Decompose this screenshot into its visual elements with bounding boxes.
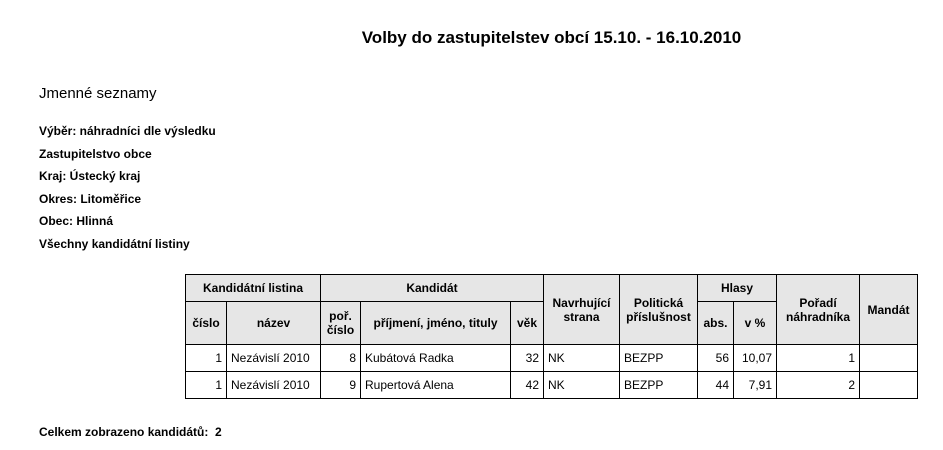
cell-poradi: 1: [777, 345, 860, 372]
header-mandat: Mandát: [860, 275, 918, 345]
header-prislusnost: Politická příslušnost: [620, 275, 698, 345]
table-row: [186, 372, 918, 399]
section-title: Jmenné seznamy: [39, 85, 157, 102]
info-line: Obec: Hlinná: [39, 214, 114, 229]
candidates-table: [185, 274, 918, 399]
cell-strana: NK: [544, 372, 620, 399]
header-cislo: číslo: [186, 302, 227, 345]
header-vek: věk: [511, 302, 544, 345]
header-pct: v %: [734, 302, 777, 345]
header-nazev: název: [227, 302, 321, 345]
header-kandidat: Kandidát: [321, 275, 544, 302]
info-line: Okres: Litoměřice: [39, 191, 142, 206]
cell-prislusnost: BEZPP: [620, 372, 698, 399]
header-strana: Navrhující strana: [544, 275, 620, 345]
page-title: Volby do zastupitelstev obcí 15.10. - 16.10.2010: [361, 28, 742, 47]
cell-pct: 10,07: [734, 345, 777, 372]
header-jmeno: příjmení, jméno, tituly: [361, 302, 511, 345]
cell-pct: 7,91: [734, 372, 777, 399]
header-hlasy: Hlasy: [698, 275, 777, 302]
cell-poradi: 2: [777, 372, 860, 399]
header-abs: abs.: [698, 302, 734, 345]
info-line: Všechny kandidátní listiny: [39, 236, 190, 251]
cell-nazev: Nezávislí 2010: [227, 372, 321, 399]
cell-abs: 56: [698, 345, 734, 372]
cell-abs: 44: [698, 372, 734, 399]
filter-info: [39, 120, 216, 256]
cell-jmeno: Kubátová Radka: [361, 345, 511, 372]
cell-vek: 42: [511, 372, 544, 399]
table-row: [186, 345, 918, 372]
cell-cislo: 1: [186, 372, 227, 399]
cell-por: 9: [321, 372, 361, 399]
cell-por: 8: [321, 345, 361, 372]
info-line: Výběr: náhradníci dle výsledku: [39, 124, 216, 138]
cell-prislusnost: BEZPP: [620, 345, 698, 372]
total-count: Celkem zobrazeno kandidátů: 2: [39, 425, 222, 439]
info-line: Kraj: Ústecký kraj: [39, 169, 141, 184]
cell-cislo: 1: [186, 345, 227, 372]
cell-strana: NK: [544, 345, 620, 372]
header-poradi: Pořadí náhradníka: [777, 275, 860, 345]
info-line: Zastupitelstvo obce: [39, 146, 152, 161]
cell-mandat: [860, 372, 918, 399]
cell-nazev: Nezávislí 2010: [227, 345, 321, 372]
cell-mandat: [860, 345, 918, 372]
header-por-cislo: poř. číslo: [321, 302, 361, 345]
cell-vek: 32: [511, 345, 544, 372]
cell-jmeno: Rupertová Alena: [361, 372, 511, 399]
header-listina: Kandidátní listina: [186, 275, 321, 302]
